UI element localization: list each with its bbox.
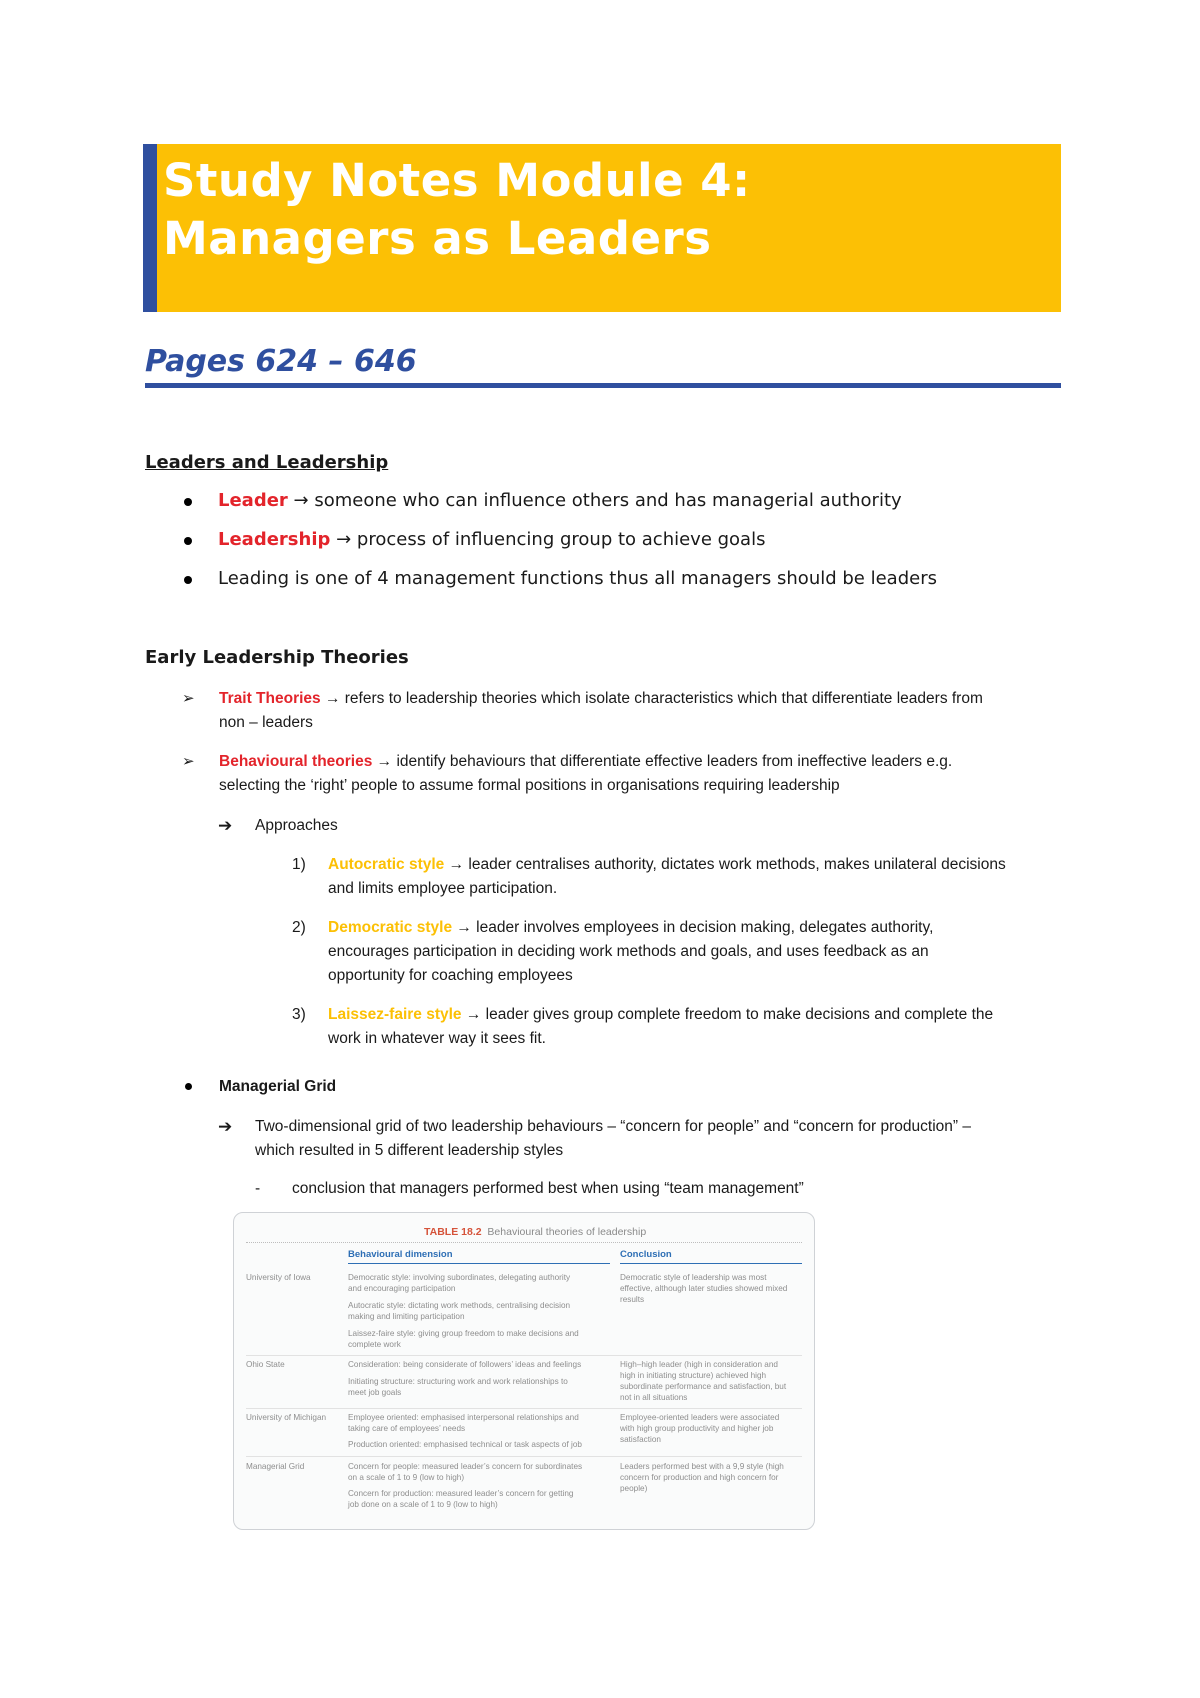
term-democratic-style: Democratic style [328, 919, 453, 936]
description-line: which resulted in 5 different leadership styles [255, 1142, 564, 1159]
table-number: TABLE 18.2 [424, 1226, 482, 1238]
arrowhead-bullet-icon: ➢ [182, 690, 195, 707]
bullet-icon [184, 537, 192, 545]
approaches-label: Approaches [255, 817, 338, 834]
caption-divider [246, 1242, 802, 1243]
table-cell: Concern for production: measured leader’s concern for getting job done on a scale of 1 to 9 (low to high) [348, 1489, 574, 1509]
managerial-grid-heading: Managerial Grid [219, 1078, 337, 1095]
definition-continued: and limits employee participation. [328, 880, 558, 897]
row-label: University of Iowa [246, 1273, 311, 1282]
table-caption [424, 1226, 646, 1238]
row-divider [246, 1408, 802, 1409]
list-item-trait [219, 687, 983, 735]
table-cell: High–high leader (high in consideration and high in initiating structure) achieved high subordinate performance and satisfaction, but not in all situations [620, 1360, 787, 1402]
header-rule [348, 1263, 610, 1264]
table-cell: Laissez-faire style: giving group freedom to make decisions and complete work [348, 1329, 579, 1349]
term-behavioural-theories: Behavioural theories [219, 753, 373, 770]
term-laissez-faire-style: Laissez-faire style [328, 1006, 462, 1023]
row-divider [246, 1456, 802, 1457]
table-cell: Production oriented: emphasised technical or task aspects of job [348, 1440, 582, 1449]
definition: → someone who can influence others and has managerial authority [287, 490, 902, 511]
definition: → refers to leadership theories which isolate characteristics which that differentiate leaders from [320, 690, 983, 707]
definition: → identify behaviours that differentiate effective leaders from ineffective leaders e.g. [372, 753, 953, 770]
bullet-icon [185, 1083, 192, 1090]
row-label: Ohio State [246, 1360, 285, 1369]
list-item-laissez-faire [328, 1003, 993, 1051]
definition-continued: opportunity for coaching employees [328, 967, 573, 984]
list-number: 3) [292, 1006, 306, 1023]
list-item-democratic [328, 916, 933, 988]
section-heading-early-theories: Early Leadership Theories [145, 647, 409, 668]
list-item-autocratic [328, 853, 1006, 901]
table-title: Behavioural theories of leadership [487, 1226, 647, 1238]
definition: → process of influencing group to achieve goals [330, 529, 766, 550]
term-leader: Leader [218, 490, 288, 511]
column-header-dimension: Behavioural dimension [348, 1249, 453, 1260]
list-item-behavioural [219, 750, 952, 798]
header-rule [620, 1263, 802, 1264]
behavioural-theories-table [233, 1212, 815, 1530]
section-heading-leaders: Leaders and Leadership [145, 452, 389, 473]
table-cell: Democratic style: involving subordinates, delegating authority and encouraging participation [348, 1273, 571, 1293]
definition-continued: work in whatever way it sees fit. [328, 1030, 546, 1047]
bullet-icon [184, 576, 192, 584]
description-line: Two-dimensional grid of two leadership behaviours – “concern for people” and “concern for production” – [255, 1118, 971, 1135]
term-leadership: Leadership [218, 529, 331, 550]
row-label: University of Michigan [246, 1413, 327, 1422]
table-cell: Employee oriented: emphasised interpersonal relationships and taking care of employees’ needs [348, 1413, 579, 1433]
table-cell: Employee-oriented leaders were associated with high group productivity and higher job satisfaction [620, 1413, 780, 1444]
table-cell: Autocratic style: dictating work methods, centralising decision making and limiting participation [348, 1301, 571, 1321]
definition-continued: non – leaders [219, 714, 313, 731]
definition-continued: encourages participation in deciding work methods and goals, and uses feedback as an [328, 943, 929, 960]
dash-bullet: - [255, 1180, 261, 1197]
definition: → leader involves employees in decision making, delegates authority, [452, 919, 934, 936]
table-cell: Leaders performed best with a 9,9 style (high concern for production and high concern for people) [620, 1462, 784, 1493]
managerial-grid-description [255, 1115, 971, 1163]
row-label: Managerial Grid [246, 1462, 305, 1471]
term-trait-theories: Trait Theories [219, 690, 321, 707]
pages-divider [145, 383, 1061, 388]
definition-continued: selecting the ‘right’ people to assume formal positions in organisations requiring leadership [219, 777, 840, 794]
pages-heading: Pages 624 – 646 [145, 344, 417, 379]
bold-arrow-icon: ➔ [218, 1117, 233, 1136]
list-number: 1) [292, 856, 306, 873]
definition: → leader centralises authority, dictates work methods, makes unilateral decisions [444, 856, 1006, 873]
document-title: Study Notes Module 4: Managers as Leaders [163, 154, 751, 265]
bold-arrow-icon: ➔ [218, 816, 233, 835]
table-cell: Initiating structure: structuring work and work relationships to meet job goals [348, 1377, 568, 1397]
bullet-icon [184, 498, 192, 506]
table-cell: Concern for people: measured leader’s concern for subordinates on a scale of 1 to 9 (low to high) [348, 1462, 583, 1482]
list-number: 2) [292, 919, 306, 936]
arrowhead-bullet-icon: ➢ [182, 753, 195, 770]
conclusion-text: conclusion that managers performed best when using “team management” [292, 1180, 804, 1197]
title-banner [143, 144, 1061, 312]
column-header-conclusion: Conclusion [620, 1249, 672, 1260]
table-cell: Democratic style of leadership was most effective, although later studies showed mixed results [620, 1273, 788, 1304]
list-item-text: Leading is one of 4 management functions thus all managers should be leaders [218, 568, 937, 589]
table-cell: Consideration: being considerate of followers’ ideas and feelings [348, 1360, 582, 1369]
row-divider [246, 1355, 802, 1356]
definition: → leader gives group complete freedom to make decisions and complete the [461, 1006, 994, 1023]
term-autocratic-style: Autocratic style [328, 856, 445, 873]
